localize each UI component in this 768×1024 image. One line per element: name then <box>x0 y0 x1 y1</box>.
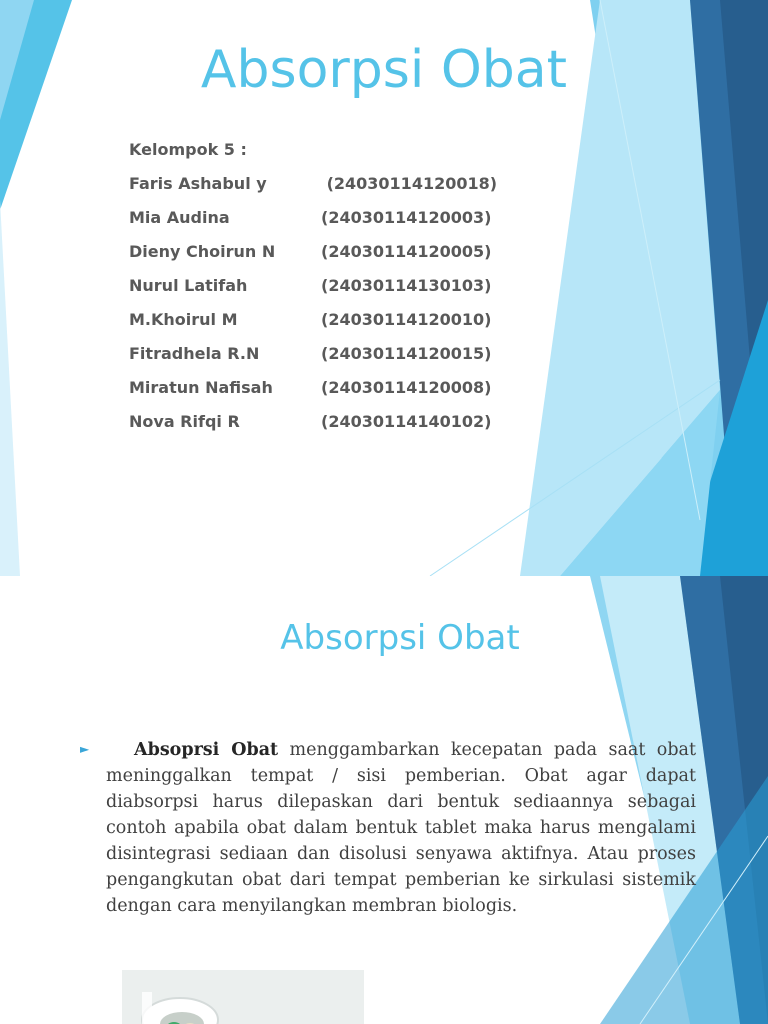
member-nim: (24030114120005) <box>321 242 492 261</box>
member-row <box>129 276 492 310</box>
medicine-bottle-image <box>122 970 364 1024</box>
member-row <box>129 412 492 446</box>
member-nim: (24030114120003) <box>321 208 492 227</box>
bullet-paragraph <box>106 737 696 919</box>
group-members-list <box>129 140 498 446</box>
member-row <box>129 242 492 276</box>
member-name: Mia Audina <box>129 208 230 227</box>
slide-1-title: Absorpsi Obat <box>200 40 568 100</box>
left-accent-shape-3 <box>0 200 20 576</box>
member-name: Dieny Choirun N <box>129 242 276 261</box>
slide-2 <box>0 576 768 1024</box>
member-name: Faris Ashabul y <box>129 174 267 193</box>
member-name: Nurul Latifah <box>129 276 248 295</box>
member-nim: (24030114130103) <box>321 276 492 295</box>
slide-2-title: Absorpsi Obat <box>280 618 520 658</box>
member-name: M.Khoirul M <box>129 310 238 329</box>
member-row <box>129 310 492 344</box>
member-row <box>129 344 492 378</box>
member-nim: (24030114140102) <box>321 412 492 431</box>
member-row <box>129 208 492 242</box>
member-nim: (24030114120010) <box>321 310 492 329</box>
member-row <box>129 174 498 208</box>
member-nim: (24030114120008) <box>321 378 492 397</box>
member-name: Nova Rifqi R <box>129 412 240 431</box>
member-nim: (24030114120018) <box>321 174 498 193</box>
member-name: Miratun Nafisah <box>129 378 273 397</box>
bullet-lead-term: Absoprsi Obat <box>134 740 279 760</box>
bullet-body-text: menggambarkan kecepatan pada saat obat meninggalkan tempat / sisi pemberian. Obat agar dapat diabsorpsi harus dilepaskan dari bentuk sediaannya sebagai contoh apabila obat dalam bentuk tablet maka harus mengalami disintegrasi sediaan dan disolusi senyawa aktifnya. Atau proses pengangkutan obat dari tempat pemberian ke sirkulasi sistemik dengan cara menyilangkan membran biologis. <box>106 740 696 916</box>
member-name: Fitradhela R.N <box>129 344 260 363</box>
group-label: Kelompok 5 : <box>129 140 247 159</box>
triangle-bullet-icon: ► <box>80 742 90 756</box>
member-nim: (24030114120015) <box>321 344 492 363</box>
member-row <box>129 378 492 412</box>
